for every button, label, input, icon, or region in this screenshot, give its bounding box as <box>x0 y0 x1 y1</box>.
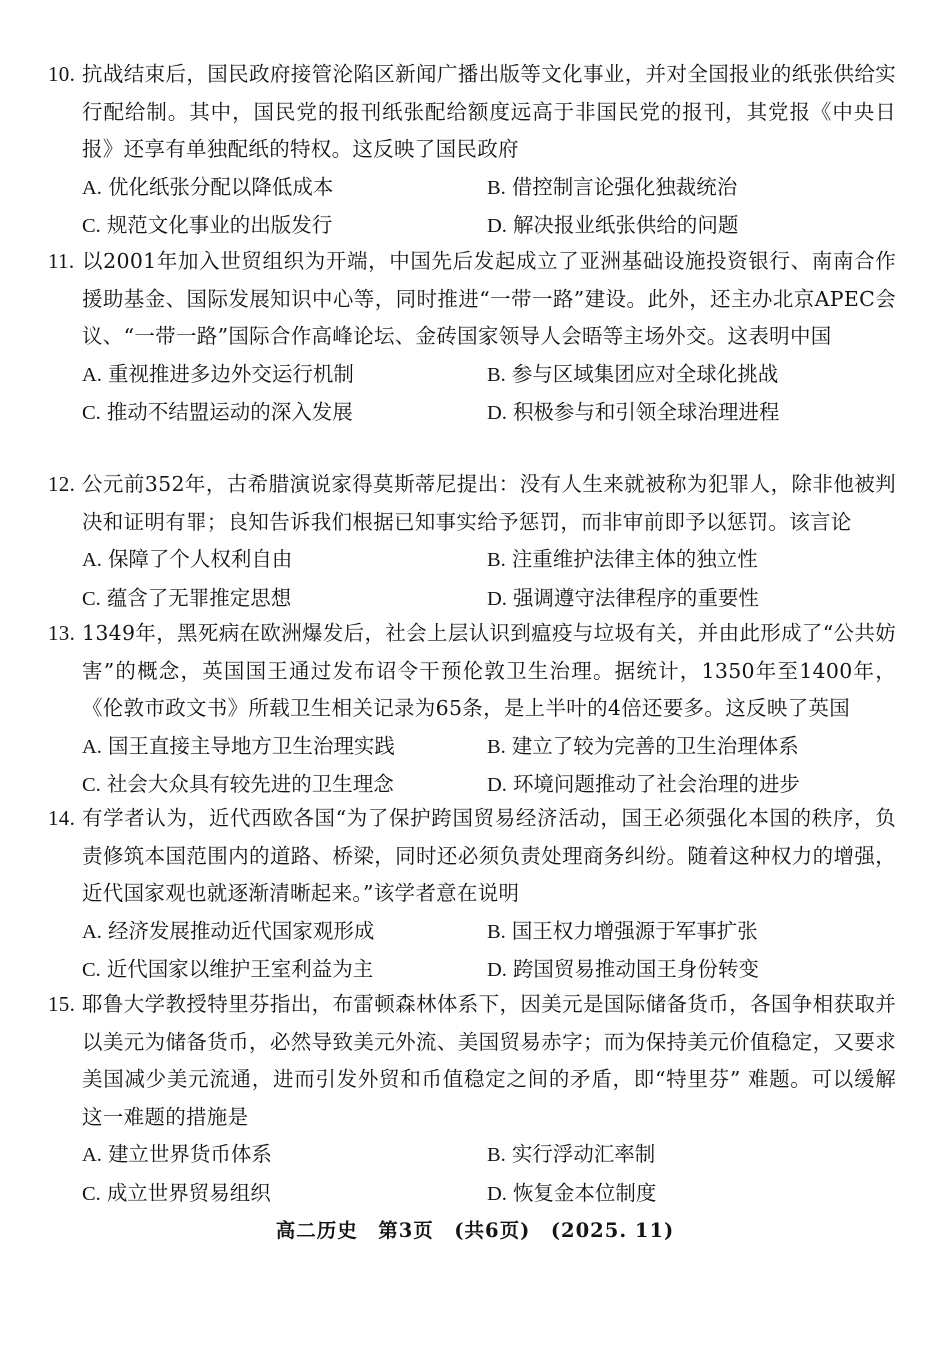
option-letter: C. <box>82 215 101 237</box>
question-number: 12. <box>48 472 76 496</box>
question-text: 耶鲁大学教授特里芬指出，布雷顿森林体系下，因美元是国际储备货币，各国争相获取并以美元为储备货币，必然导致美元外流、美国贸易赤字；而为保持美元价值稳定，又要求美国减少美元流通，进而引发外贸和币值稳定之间的矛盾，即“特里芬” 难题。可以缓解这一难题的措施是 <box>82 992 896 1129</box>
question-10 <box>48 56 896 246</box>
option-b <box>487 1136 892 1175</box>
option-text: 规范文化事业的出版发行 <box>106 213 333 237</box>
question-number: 10. <box>48 62 76 86</box>
option-c <box>82 580 487 619</box>
option-d <box>487 1175 892 1214</box>
option-list <box>48 169 896 246</box>
page-footer: 高二历史 第3页 (共6页) (2025. 11) <box>275 1219 675 1242</box>
question-13 <box>48 615 896 805</box>
option-text: 解决报业纸张供给的问题 <box>512 213 739 237</box>
option-letter: D. <box>487 587 507 610</box>
question-number: 11. <box>48 249 75 273</box>
option-list <box>48 356 896 433</box>
option-text: 保障了个人权利自由 <box>107 547 293 571</box>
option-text: 恢复金本位制度 <box>512 1180 657 1205</box>
option-text: 建立了较为完善的卫生治理体系 <box>511 733 799 758</box>
question-number: 15. <box>48 992 76 1016</box>
option-d <box>487 951 892 990</box>
option-text: 积极参与和引领全球治理进程 <box>512 400 780 424</box>
option-b <box>487 356 892 395</box>
option-list <box>48 541 896 618</box>
question-11 <box>48 243 896 433</box>
question-14 <box>48 800 896 990</box>
option-text: 推动不结盟运动的深入发展 <box>106 400 353 424</box>
question-stem <box>48 615 896 728</box>
option-letter: A. <box>82 920 102 943</box>
question-text: 抗战结束后，国民政府接管沦陷区新闻广播出版等文化事业，并对全国报业的纸张供给实行配给制。其中，国民党的报刊纸张配给额度远高于非国民党的报刊，其党报《中央日报》还享有单独配纸的特权。这反映了国民政府 <box>82 62 896 161</box>
option-text: 参与区域集团应对全球化挑战 <box>511 361 779 386</box>
option-text: 重视推进多边外交运行机制 <box>107 361 354 386</box>
option-text: 社会大众具有较先进的卫生理念 <box>106 772 394 796</box>
option-b <box>487 541 892 580</box>
option-text: 借控制言论强化独裁统治 <box>511 174 738 199</box>
option-letter: A. <box>82 735 102 758</box>
option-letter: C. <box>82 402 101 424</box>
option-text: 成立世界贸易组织 <box>106 1180 271 1205</box>
question-15 <box>48 986 896 1213</box>
question-number: 14. <box>48 806 76 830</box>
question-stem <box>48 243 896 356</box>
question-text: 有学者认为，近代西欧各国“为了保护跨国贸易经济活动，国王必须强化本国的秩序，负责修筑本国范围内的道路、桥梁，同时还必须负责处理商务纠纷。随着这种权力的增强，近代国家观也就逐渐清晰起来。”该学者意在说明 <box>82 806 896 905</box>
option-letter: A. <box>82 1144 102 1166</box>
option-text: 国王直接主导地方卫生治理实践 <box>107 733 395 758</box>
option-letter: C. <box>82 774 101 796</box>
option-text: 优化纸张分配以降低成本 <box>107 174 334 199</box>
option-letter: D. <box>487 1182 507 1205</box>
option-b <box>487 169 892 208</box>
option-letter: C. <box>82 1182 101 1205</box>
option-letter: C. <box>82 959 101 981</box>
question-stem <box>48 800 896 913</box>
option-text: 近代国家以维护王室利益为主 <box>106 957 374 981</box>
option-text: 跨国贸易推动国王身份转变 <box>512 957 759 981</box>
question-stem <box>48 986 896 1136</box>
option-text: 蕴含了无罪推定思想 <box>106 585 292 610</box>
option-text: 国王权力增强源于军事扩张 <box>511 918 758 943</box>
option-text: 实行浮动汇率制 <box>511 1142 656 1166</box>
option-letter: B. <box>487 920 506 943</box>
option-letter: D. <box>487 774 507 796</box>
option-letter: B. <box>487 176 506 199</box>
option-letter: B. <box>487 363 506 386</box>
option-text: 注重维护法律主体的独立性 <box>511 547 758 571</box>
option-letter: A. <box>82 363 102 386</box>
option-d <box>487 580 892 619</box>
option-text: 经济发展推动近代国家观形成 <box>107 918 375 943</box>
option-letter: B. <box>487 735 506 758</box>
question-text: 公元前352年，古希腊演说家得莫斯蒂尼提出：没有人生来就被称为犯罪人，除非他被判决和证明有罪；良知告诉我们根据已知事实给予惩罚，而非审前即予以惩罚。该言论 <box>82 472 896 534</box>
option-list <box>48 1136 896 1213</box>
option-d <box>487 766 892 805</box>
option-c <box>82 207 487 246</box>
option-letter: D. <box>487 215 507 237</box>
option-a <box>82 541 487 580</box>
option-a <box>82 728 487 767</box>
option-letter: A. <box>82 176 102 199</box>
option-a <box>82 913 487 952</box>
question-number: 13. <box>48 621 76 645</box>
option-a <box>82 356 487 395</box>
option-list <box>48 728 896 805</box>
option-letter: A. <box>82 549 102 571</box>
option-letter: C. <box>82 587 101 610</box>
option-b <box>487 913 892 952</box>
option-list <box>48 913 896 990</box>
option-text: 环境问题推动了社会治理的进步 <box>512 772 800 796</box>
option-c <box>82 951 487 990</box>
option-a <box>82 169 487 208</box>
option-letter: B. <box>487 1144 506 1166</box>
option-c <box>82 1175 487 1214</box>
question-stem <box>48 56 896 169</box>
option-b <box>487 728 892 767</box>
option-letter: B. <box>487 549 506 571</box>
option-c <box>82 766 487 805</box>
option-letter: D. <box>487 959 507 981</box>
option-text: 建立世界货币体系 <box>107 1142 272 1166</box>
option-c <box>82 394 487 433</box>
question-text: 以2001年加入世贸组织为开端，中国先后发起成立了亚洲基础设施投资银行、南南合作援助基金、国际发展知识中心等，同时推进“一带一路”建设。此外，还主办北京APEC会议、“一带一路”国际合作高峰论坛、金砖国家领导人会晤等主场外交。这表明中国 <box>82 249 896 348</box>
option-d <box>487 394 892 433</box>
option-d <box>487 207 892 246</box>
question-stem <box>48 466 896 541</box>
question-12 <box>48 466 896 618</box>
option-letter: D. <box>487 402 507 424</box>
option-text: 强调遵守法律程序的重要性 <box>512 585 759 610</box>
question-text: 1349年，黑死病在欧洲爆发后，社会上层认识到瘟疫与垃圾有关，并由此形成了“公共妨害”的概念，英国国王通过发布诏令干预伦敦卫生治理。据统计，1350年至1400年，《伦敦市政文书》所载卫生相关记录为65条，是上半叶的4倍还要多。这反映了英国 <box>82 621 896 720</box>
option-a <box>82 1136 487 1175</box>
